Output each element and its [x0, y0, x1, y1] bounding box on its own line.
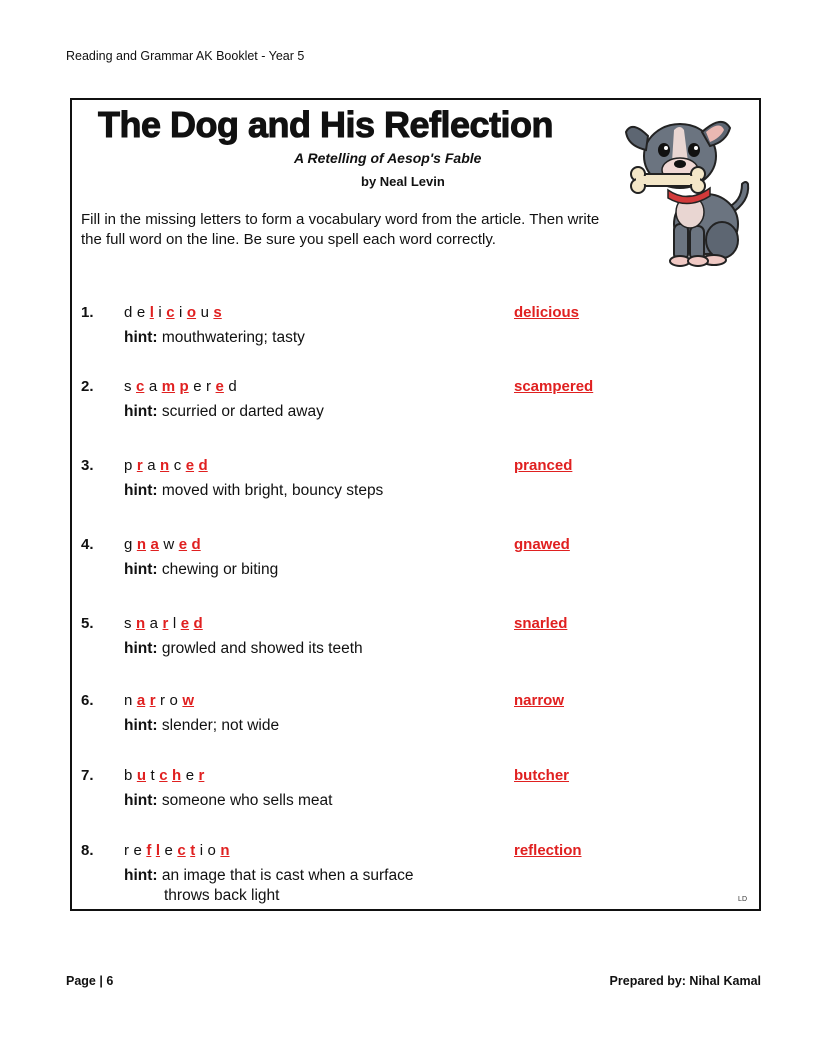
letter-puzzle — [124, 304, 226, 321]
given-letter: d — [124, 304, 133, 321]
given-letter: a — [147, 457, 156, 474]
hint — [124, 402, 484, 422]
hint-label: hint: — [124, 329, 158, 346]
hint — [124, 639, 484, 659]
worksheet-title: The Dog and His Reflection — [98, 104, 554, 145]
given-letter: s — [124, 615, 132, 632]
hint-text: chewing or biting — [161, 561, 279, 578]
filled-letter: w — [182, 692, 195, 709]
given-letter: o — [207, 842, 216, 859]
given-letter: e — [133, 842, 142, 859]
given-letter: r — [206, 378, 212, 395]
filled-letter: d — [198, 457, 208, 474]
item-number: 2. — [81, 378, 94, 395]
letter-puzzle — [124, 536, 205, 553]
filled-letter: a — [150, 536, 159, 553]
dog-with-bone-illustration — [618, 106, 756, 268]
item-number: 3. — [81, 457, 94, 474]
filled-letter: c — [177, 842, 186, 859]
hint-text: an image that is cast when a surface — [161, 867, 414, 884]
given-letter: u — [200, 304, 209, 321]
hint-text: growled and showed its teeth — [161, 640, 363, 657]
hint-text-continued: throws back light — [164, 887, 280, 904]
filled-letter: h — [172, 767, 182, 784]
answer-word: gnawed — [514, 536, 570, 553]
hint-label: hint: — [124, 403, 158, 420]
given-letter: i — [179, 304, 183, 321]
hint-text: scurried or darted away — [161, 403, 324, 420]
given-letter: t — [150, 767, 155, 784]
letter-puzzle — [124, 842, 234, 859]
hint — [124, 481, 484, 501]
item-number: 1. — [81, 304, 94, 321]
hint-label: hint: — [124, 640, 158, 657]
filled-letter: e — [185, 457, 195, 474]
given-letter: g — [124, 536, 133, 553]
filled-letter: c — [136, 378, 145, 395]
letter-puzzle — [124, 615, 207, 632]
given-letter: r — [160, 692, 166, 709]
hint — [124, 328, 484, 348]
filled-letter: f — [146, 842, 152, 859]
filled-letter: e — [180, 615, 190, 632]
answer-word: delicious — [514, 304, 580, 321]
letter-puzzle — [124, 378, 241, 395]
given-letter: e — [136, 304, 146, 321]
filled-letter: n — [220, 842, 230, 859]
hint-text: slender; not wide — [161, 717, 280, 734]
filled-letter: d — [191, 536, 201, 553]
answer-word: narrow — [514, 692, 565, 709]
filled-letter: e — [178, 536, 188, 553]
given-letter: p — [124, 457, 133, 474]
hint-text: mouthwatering; tasty — [161, 329, 305, 346]
given-letter: i — [158, 304, 162, 321]
hint-text: someone who sells meat — [161, 792, 333, 809]
given-letter: e — [164, 842, 173, 859]
letter-puzzle — [124, 692, 199, 709]
instructions-text: Fill in the missing letters to form a vocabulary word from the article. Then write the full word on the line. Be sure you spell each word correctly. — [81, 211, 600, 248]
given-letter: l — [172, 615, 177, 632]
filled-letter: c — [159, 767, 168, 784]
given-letter: c — [173, 457, 182, 474]
filled-letter: s — [213, 304, 222, 321]
filled-letter: r — [198, 767, 205, 784]
hint-label: hint: — [124, 482, 158, 499]
hint — [124, 791, 484, 811]
filled-letter: d — [193, 615, 203, 632]
filled-letter: c — [166, 304, 175, 321]
filled-letter: n — [136, 615, 146, 632]
given-letter: d — [228, 378, 237, 395]
hint-label: hint: — [124, 561, 158, 578]
given-letter: w — [163, 536, 175, 553]
hint-label: hint: — [124, 867, 158, 884]
corner-mark: LD — [738, 896, 747, 903]
worksheet-subtitle: A Retelling of Aesop's Fable — [294, 150, 482, 166]
answer-word: snarled — [514, 615, 568, 632]
given-letter: a — [149, 615, 159, 632]
author-byline: by Neal Levin — [361, 174, 445, 189]
given-letter: s — [124, 378, 132, 395]
filled-letter: u — [136, 767, 147, 784]
item-number: 5. — [81, 615, 94, 632]
filled-letter: l — [149, 304, 154, 321]
item-number: 7. — [81, 767, 94, 784]
answer-word: pranced — [514, 457, 573, 474]
given-letter: e — [193, 378, 202, 395]
hint-text: moved with bright, bouncy steps — [161, 482, 384, 499]
given-letter: e — [185, 767, 195, 784]
filled-letter: r — [149, 692, 156, 709]
filled-letter: n — [136, 536, 147, 553]
filled-letter: l — [155, 842, 161, 859]
letter-puzzle — [124, 767, 209, 784]
filled-letter: n — [160, 457, 170, 474]
worksheet-frame — [70, 98, 761, 911]
item-number: 6. — [81, 692, 94, 709]
filled-letter: r — [162, 615, 169, 632]
answer-word: reflection — [514, 842, 582, 859]
filled-letter: m — [161, 378, 176, 395]
answer-word: scampered — [514, 378, 594, 395]
hint-label: hint: — [124, 792, 158, 809]
item-number: 4. — [81, 536, 94, 553]
filled-letter: r — [136, 457, 143, 474]
filled-letter: p — [179, 378, 189, 395]
filled-letter: a — [136, 692, 146, 709]
hint-label: hint: — [124, 717, 158, 734]
given-letter: b — [124, 767, 133, 784]
given-letter: n — [124, 692, 133, 709]
prepared-by: Prepared by: Nihal Kamal — [609, 974, 761, 988]
page-header: Reading and Grammar AK Booklet - Year 5 — [66, 49, 305, 63]
page-number: Page | 6 — [66, 974, 114, 988]
filled-letter: t — [190, 842, 196, 859]
hint — [124, 866, 484, 906]
given-letter: o — [169, 692, 178, 709]
hint — [124, 716, 484, 736]
letter-puzzle — [124, 457, 212, 474]
answer-word: butcher — [514, 767, 570, 784]
hint — [124, 560, 484, 580]
given-letter: i — [199, 842, 204, 859]
given-letter: r — [124, 842, 129, 859]
given-letter: a — [148, 378, 158, 395]
filled-letter: o — [186, 304, 197, 321]
filled-letter: e — [215, 378, 224, 395]
item-number: 8. — [81, 842, 94, 859]
